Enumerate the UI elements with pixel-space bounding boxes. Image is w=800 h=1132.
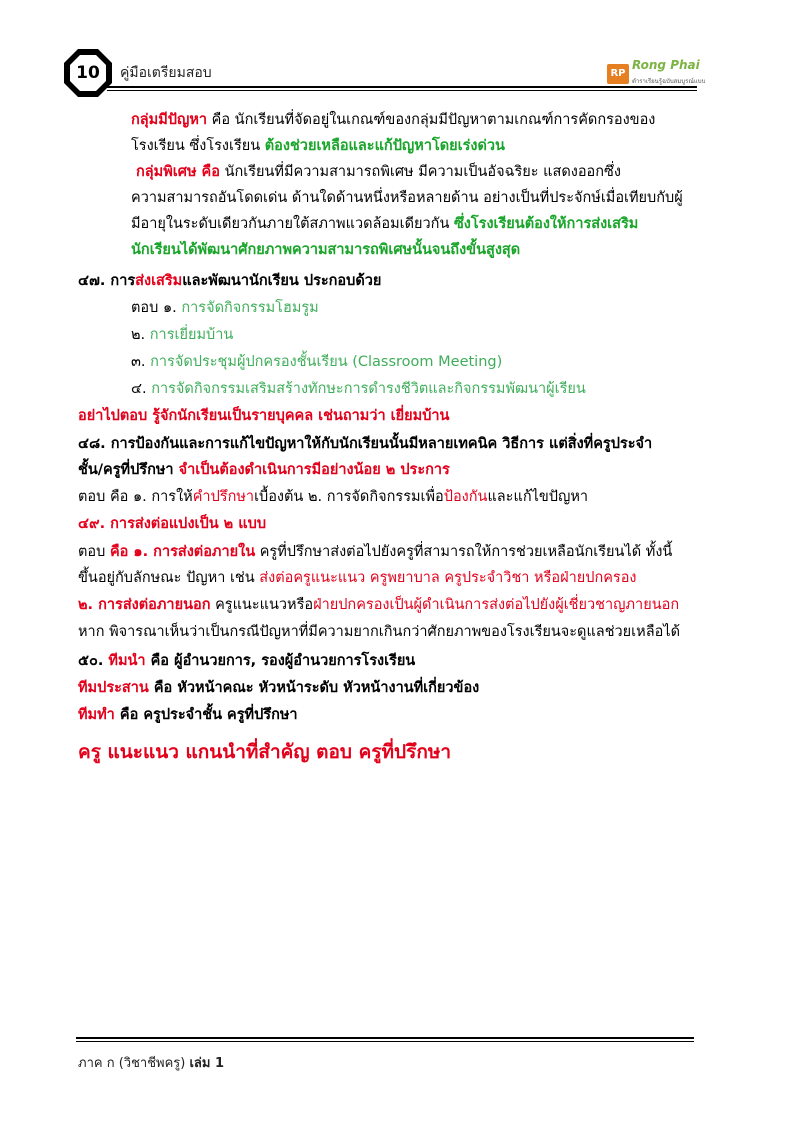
highlight-text: การจัดประชุมผู้ปกครองชั้นเรียน (Classroom Meeting)	[150, 354, 503, 370]
text-line-problem-group	[131, 110, 655, 130]
page-header	[0, 0, 800, 100]
answer-47-item-4	[131, 379, 586, 399]
book-title: คู่มือเตรียมสอบ	[120, 65, 212, 81]
question-49: ๔๙. การส่งต่อแบ่งเป็น ๒ แบบ	[78, 516, 267, 532]
highlight-text: ทีมประสาน	[78, 680, 149, 696]
coordination-team-line	[78, 678, 479, 698]
highlight-text: ต้องช่วยเหลือและแก้ปัญหาโดยเร่งด่วน	[264, 138, 505, 154]
term-special-group: กลุ่มพิเศษ คือ	[136, 164, 220, 180]
final-answer-line: ครู แนะแนว แกนนำที่สำคัญ ตอบ ครูที่ปรึกษา	[78, 741, 452, 763]
line-text: ๕๐.	[78, 653, 109, 669]
line-text: ๒.	[131, 327, 150, 343]
line-text: คือ หัวหน้าคณะ หัวหน้าระดับ หัวหน้างานที่เกี่ยวข้อง	[148, 680, 480, 696]
line-text: เบื้องต้น ๒. การจัดกิจกรรมเพื่อ	[254, 489, 444, 505]
footer-text: ภาค ก (วิชาชีพครู)	[78, 1056, 190, 1071]
line-text: ตอบ ๑.	[131, 300, 182, 316]
line-text: ชั้น/ครูที่ปรึกษา	[78, 462, 179, 478]
highlight-text: ซึ่งโรงเรียนต้องให้การส่งเสริม	[453, 216, 639, 232]
answer-47-item-3	[131, 352, 502, 372]
highlight-text: ทีมนำ	[108, 653, 146, 669]
highlight-text: ทีมทำ	[78, 707, 115, 723]
highlight-text: ส่งเสริม	[135, 273, 183, 289]
page-footer	[78, 1052, 224, 1073]
line-text: ตอบ คือ ๑. การให้	[78, 489, 193, 505]
line-text: คือ ครูประจำชั้น ครูที่ปรึกษา	[114, 707, 298, 723]
question-48-cont	[78, 460, 450, 480]
highlight-text: การเยี่ยมบ้าน	[149, 327, 234, 343]
highlight-text: การจัดกิจกรรมโฮมรูม	[181, 300, 319, 316]
header-rule	[107, 86, 697, 88]
line-text: โรงเรียน ซึ่งโรงเรียน	[131, 138, 265, 154]
question-48: ๔๘. การป้องกันและการแก้ไขปัญหาให้กับนักเรียนนั้นมีหลายเทคนิค วิธีการ แต่สิ่งที่ครูประจำ	[78, 436, 653, 452]
highlight-text: การจัดกิจกรรมเสริมสร้างทักษะการดำรงชีวิตและกิจกรรมพัฒนาผู้เรียน	[151, 381, 586, 397]
highlight-text: ๒. การส่งต่อภายนอก	[78, 597, 211, 613]
term-problem-group: กลุ่มมีปัญหา	[131, 112, 208, 128]
highlight-text: คือ ๑. การส่งต่อภายใน	[109, 544, 256, 560]
answer-47-item-1	[131, 298, 319, 318]
footer-rule-thin	[76, 1041, 694, 1042]
page-number: 10	[76, 63, 100, 83]
highlight-text: ส่งต่อครูแนะแนว ครูพยาบาล ครูประจำวิชา หรือฝ่ายปกครอง	[259, 570, 637, 586]
text-line	[131, 136, 505, 156]
line-text: ๔๗. การ	[78, 273, 136, 289]
line-text: มีอายุในระดับเดียวกันภายใต้สภาพแวดล้อมเดียวกัน	[131, 216, 454, 232]
logo-subtitle: ตำราเรียนรู้ฉบับสมบูรณ์แบบ	[632, 78, 706, 85]
highlight-text: ป้องกัน	[443, 489, 488, 505]
header-rule-thin	[107, 90, 697, 91]
answer-49-line-2	[78, 568, 637, 588]
text-line: ความสามารถอันโดดเด่น ด้านใดด้านหนึ่งหรือหลายด้าน อย่างเป็นที่ประจักษ์เมื่อเทียบกับผู้	[131, 190, 683, 206]
line-text: คือ นักเรียนที่จัดอยู่ในเกณฑ์ของกลุ่มมีปัญหาตามเกณฑ์การคัดกรองของ	[207, 112, 656, 128]
line-text: ตอบ	[78, 544, 110, 560]
question-50	[78, 651, 415, 671]
answer-47-item-2	[131, 325, 233, 345]
line-text: ครูแนะแนวหรือ	[210, 597, 314, 613]
working-team-line	[78, 705, 298, 725]
line-text: คือ ผู้อำนวยการ, รองผู้อำนวยการโรงเรียน	[145, 653, 416, 669]
answer-49-line-1	[78, 542, 672, 562]
footer-volume: เล่ม 1	[189, 1056, 225, 1071]
warning-line: อย่าไปตอบ รู้จักนักเรียนเป็นรายบุคคล เช่นถามว่า เยี่ยมบ้าน	[78, 408, 450, 424]
text-line-special-group	[136, 162, 621, 182]
highlight-text: จำเป็นต้องดำเนินการมีอย่างน้อย ๒ ประการ	[178, 462, 450, 478]
publisher-logo	[607, 55, 706, 89]
question-47	[78, 271, 381, 291]
line-text: ๓.	[131, 354, 151, 370]
answer-48	[78, 487, 588, 507]
line-text: และแก้ไขปัญหา	[487, 489, 589, 505]
answer-49-line-4: หาก พิจารณาเห็นว่าเป็นกรณีปัญหาที่มีความยากเกินกว่าศักยภาพของโรงเรียนจะดูแลช่วยเหลือได้	[78, 624, 680, 640]
line-text: ๔.	[131, 381, 152, 397]
logo-mark-icon: RP	[607, 64, 629, 84]
footer-rule	[76, 1037, 694, 1039]
logo-text: Rong Phai	[632, 58, 700, 72]
page-number-badge	[62, 47, 114, 99]
line-text: ครูที่ปรึกษาส่งต่อไปยังครูที่สามารถให้การช่วยเหลือนักเรียนได้ ทั้งนี้	[255, 544, 673, 560]
text-line	[131, 214, 638, 234]
line-text: และพัฒนานักเรียน ประกอบด้วย	[182, 273, 382, 289]
answer-49-line-3	[78, 595, 679, 615]
highlight-line: นักเรียนได้พัฒนาศักยภาพความสามารถพิเศษนั้นจนถึงขั้นสูงสุด	[131, 242, 521, 258]
line-text: ขึ้นอยู่กับลักษณะ ปัญหา เช่น	[78, 570, 260, 586]
highlight-text: คำปรึกษา	[192, 489, 255, 505]
line-text: นักเรียนที่มีความสามารถพิเศษ มีความเป็นอัจฉริยะ แสดงออกซึ่ง	[219, 164, 621, 180]
highlight-text: ฝ่ายปกครองเป็นผู้ดำเนินการส่งต่อไปยังผู้เชี่ยวชาญภายนอก	[313, 597, 680, 613]
